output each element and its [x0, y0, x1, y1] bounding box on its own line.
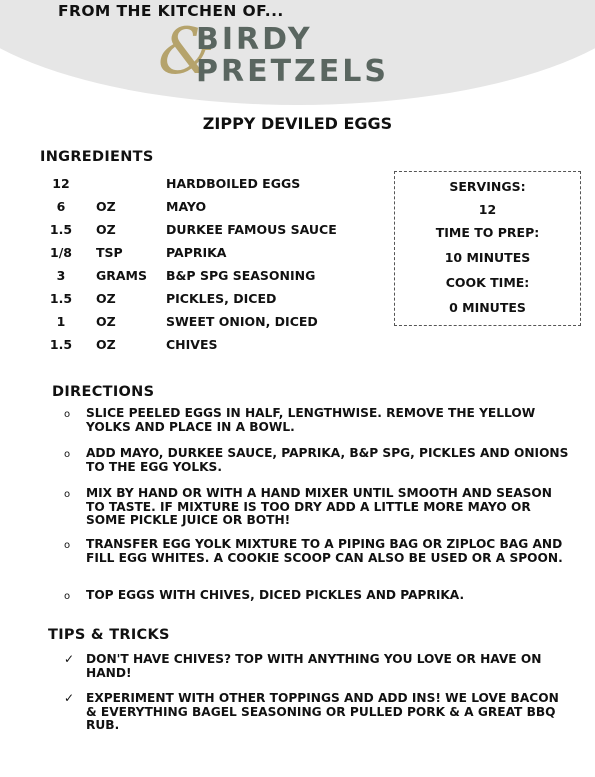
direction-step: ADD MAYO, DURKEE SAUCE, PAPRIKA, B&P SPG, PICKLES AND ONIONS TO THE EGG YOLKS.	[86, 446, 569, 474]
direction-bullet-icon: o	[64, 540, 71, 551]
ingredient-unit: OZ	[96, 222, 116, 237]
direction-step: TOP EGGS WITH CHIVES, DICED PICKLES AND PAPRIKA.	[86, 588, 465, 602]
servings-value: 12	[478, 202, 497, 217]
direction-bullet-icon: o	[64, 409, 71, 420]
ingredients-heading: INGREDIENTS	[40, 149, 154, 165]
direction-step: SLICE PEELED EGGS IN HALF, LENGTHWISE. REMOVE THE YELLOW YOLKS AND PLACE IN A BOWL.	[86, 406, 536, 434]
direction-bullet-icon: o	[64, 591, 71, 602]
ingredient-name: MAYO	[166, 199, 207, 214]
ingredient-name: SWEET ONION, DICED	[166, 314, 318, 329]
ingredient-name: PAPRIKA	[166, 245, 227, 260]
ingredient-name: CHIVES	[166, 337, 218, 352]
tip-item: DON'T HAVE CHIVES? TOP WITH ANYTHING YOU LOVE OR HAVE ON HAND!	[86, 652, 542, 680]
recipe-title: ZIPPY DEVILED EGGS	[202, 114, 393, 133]
checkmark-icon: ✓	[64, 691, 75, 705]
ingredient-name: B&P SPG SEASONING	[166, 268, 316, 283]
ingredient-qty: 1/8	[50, 245, 72, 260]
ingredient-unit: GRAMS	[96, 268, 148, 283]
recipe-info-box	[394, 171, 581, 326]
direction-bullet-icon: o	[64, 489, 71, 500]
logo-line-2: PRETZELS	[196, 54, 390, 89]
cook-time-value: 0 MINUTES	[449, 300, 526, 315]
direction-step: TRANSFER EGG YOLK MIXTURE TO A PIPING BAG OR ZIPLOC BAG AND FILL EGG WHITES. A COOKIE SCOOP CAN ALSO BE USED OR A SPOON.	[86, 537, 563, 565]
prep-time-label: TIME TO PREP:	[435, 225, 540, 240]
ingredient-name: PICKLES, DICED	[166, 291, 277, 306]
ingredient-unit: TSP	[96, 245, 123, 260]
direction-bullet-icon: o	[64, 449, 71, 460]
direction-step: MIX BY HAND OR WITH A HAND MIXER UNTIL SMOOTH AND SEASON TO TASTE. IF MIXTURE IS TOO DRY ADD A LITTLE MORE MAYO OR SOME PICKLE JUICE OR BOTH!	[86, 486, 552, 527]
ingredient-unit: OZ	[96, 199, 116, 214]
logo-ampersand: &	[158, 15, 215, 89]
prep-time-value: 10 MINUTES	[444, 250, 531, 265]
ingredient-qty: 12	[52, 176, 70, 191]
kitchen-heading: FROM THE KITCHEN OF...	[58, 2, 284, 20]
ingredient-unit: OZ	[96, 291, 116, 306]
directions-heading: DIRECTIONS	[52, 384, 155, 400]
ingredient-unit: OZ	[96, 314, 116, 329]
ingredient-qty: 6	[56, 199, 66, 214]
ingredient-name: DURKEE FAMOUS SAUCE	[166, 222, 337, 237]
tip-item: EXPERIMENT WITH OTHER TOPPINGS AND ADD INS! WE LOVE BACON & EVERYTHING BAGEL SEASONING OR PULLED PORK & A GREAT BBQ RUB.	[86, 691, 559, 732]
checkmark-icon: ✓	[64, 652, 75, 666]
cook-time-label: COOK TIME:	[445, 275, 530, 290]
ingredient-qty: 1.5	[49, 222, 73, 237]
ingredient-qty: 1.5	[49, 337, 73, 352]
tips-heading: TIPS & TRICKS	[48, 627, 170, 643]
servings-label: SERVINGS:	[449, 179, 526, 194]
ingredient-qty: 1	[56, 314, 66, 329]
ingredient-name: HARDBOILED EGGS	[166, 176, 301, 191]
ingredient-qty: 3	[56, 268, 66, 283]
ingredient-unit: OZ	[96, 337, 116, 352]
ingredient-qty: 1.5	[49, 291, 73, 306]
logo-line-1: BIRDY	[196, 22, 313, 57]
